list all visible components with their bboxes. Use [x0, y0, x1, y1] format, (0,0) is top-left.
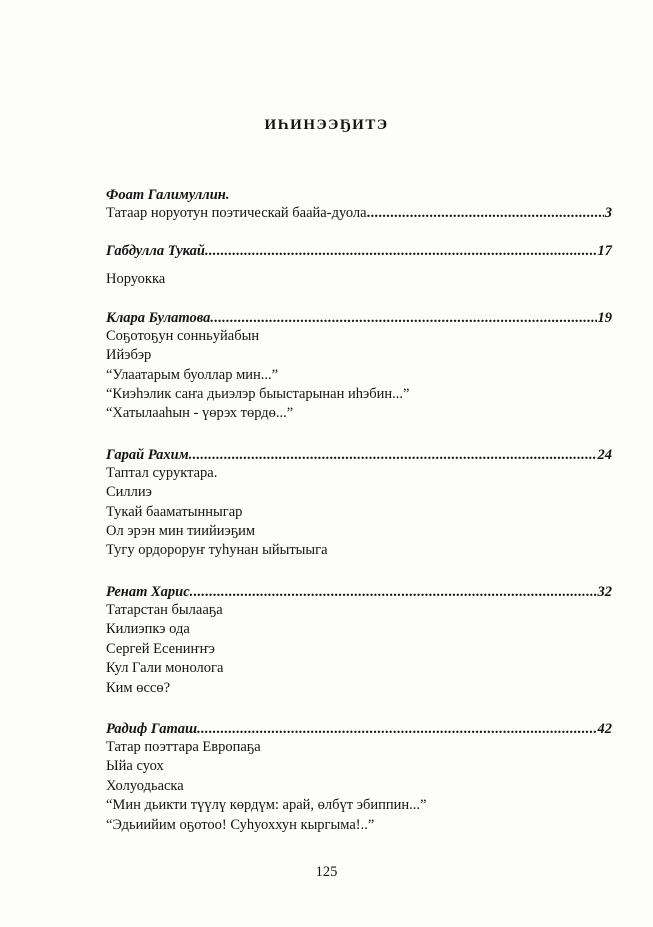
poem-title: Норуокка [106, 271, 166, 288]
poem-title: Соҕотоҕун сонньуйабын [106, 327, 260, 344]
toc-section [106, 309, 612, 424]
entry-title: Татаар норуотун поэтическай баайа-дуола [106, 205, 367, 221]
author-page-number: 19 [597, 309, 612, 326]
poem-title: Сергей Есениҥҥэ [106, 640, 215, 657]
poem-title: Татар поэттара Европаҕа [106, 738, 261, 755]
toc-entry-line [106, 204, 612, 223]
toc-author-line [106, 186, 612, 204]
poem-title: Ол эрэн мин тиийиэҕим [106, 523, 256, 540]
toc-author-line [106, 242, 612, 260]
poem-list [106, 601, 612, 698]
poem-list [106, 270, 612, 289]
author-page-number: 32 [597, 583, 612, 600]
poem-title: “Киэһэлик саҥа дьиэлэр быыстарынан иһэбин...” [106, 386, 410, 403]
toc-author-line [106, 309, 612, 327]
author-name: Габдулла Тукай [106, 243, 205, 260]
author-name: Фоат Галимуллин. [106, 187, 230, 203]
toc-author-line [106, 583, 612, 601]
toc-section [106, 186, 612, 223]
poem-title: Тукай бааматынныгар [106, 503, 243, 520]
poem-title: Тугу ордороруҥ туһунан ыйытыыга [106, 542, 328, 559]
leader-dots [367, 204, 604, 223]
toc-section [106, 583, 612, 698]
poem-title: Ыйа суох [106, 758, 164, 775]
poem-title: “Мин дьикти түүлү көрдүм: арай, өлбүт эбиппин...” [106, 797, 427, 814]
poem-title: Силлиэ [106, 484, 152, 501]
leader-dots [190, 583, 597, 601]
poem-title: “Улаатарым буоллар мин...” [106, 366, 279, 383]
author-name: Ренат Харис [106, 583, 190, 600]
toc-author-line [106, 446, 612, 464]
toc-section [106, 446, 612, 561]
toc-section [106, 720, 612, 835]
table-of-contents [106, 186, 612, 854]
poem-title: Татарстан былааҕа [106, 601, 223, 618]
leader-dots [205, 242, 597, 260]
leader-dots [197, 720, 596, 738]
poem-title: “Хатылааһын - үөрэх төрдө...” [106, 405, 294, 422]
toc-section [106, 242, 612, 289]
poem-list [106, 464, 612, 561]
author-name: Клара Булатова [106, 309, 211, 326]
poem-list [106, 738, 612, 835]
poem-title: Ким өссө? [106, 679, 171, 696]
author-name: Радиф Гаташ [106, 720, 198, 737]
toc-author-line [106, 720, 612, 738]
page-title: ИҺИНЭЭҔИТЭ [264, 117, 389, 133]
author-name: Гарай Рахим [106, 446, 189, 463]
poem-title: Килиэпкэ ода [106, 621, 190, 638]
poem-list [106, 327, 612, 424]
leader-dots [189, 446, 597, 464]
poem-title: Ийэбэр [106, 347, 152, 364]
page-number: 125 [315, 864, 338, 880]
author-page-number: 17 [597, 243, 612, 260]
poem-title: Кул Гали монолога [106, 660, 224, 677]
poem-title: Холуодьаска [106, 777, 184, 794]
author-page-number: 42 [597, 720, 612, 737]
entry-page-number: 3 [604, 205, 612, 221]
author-page-number: 24 [597, 446, 612, 463]
poem-title: “Эдьиийим оҕотоо! Суһуоххун кыргыма!..” [106, 816, 375, 833]
poem-title: Таптал суруктара. [106, 464, 218, 481]
leader-dots [210, 309, 596, 327]
